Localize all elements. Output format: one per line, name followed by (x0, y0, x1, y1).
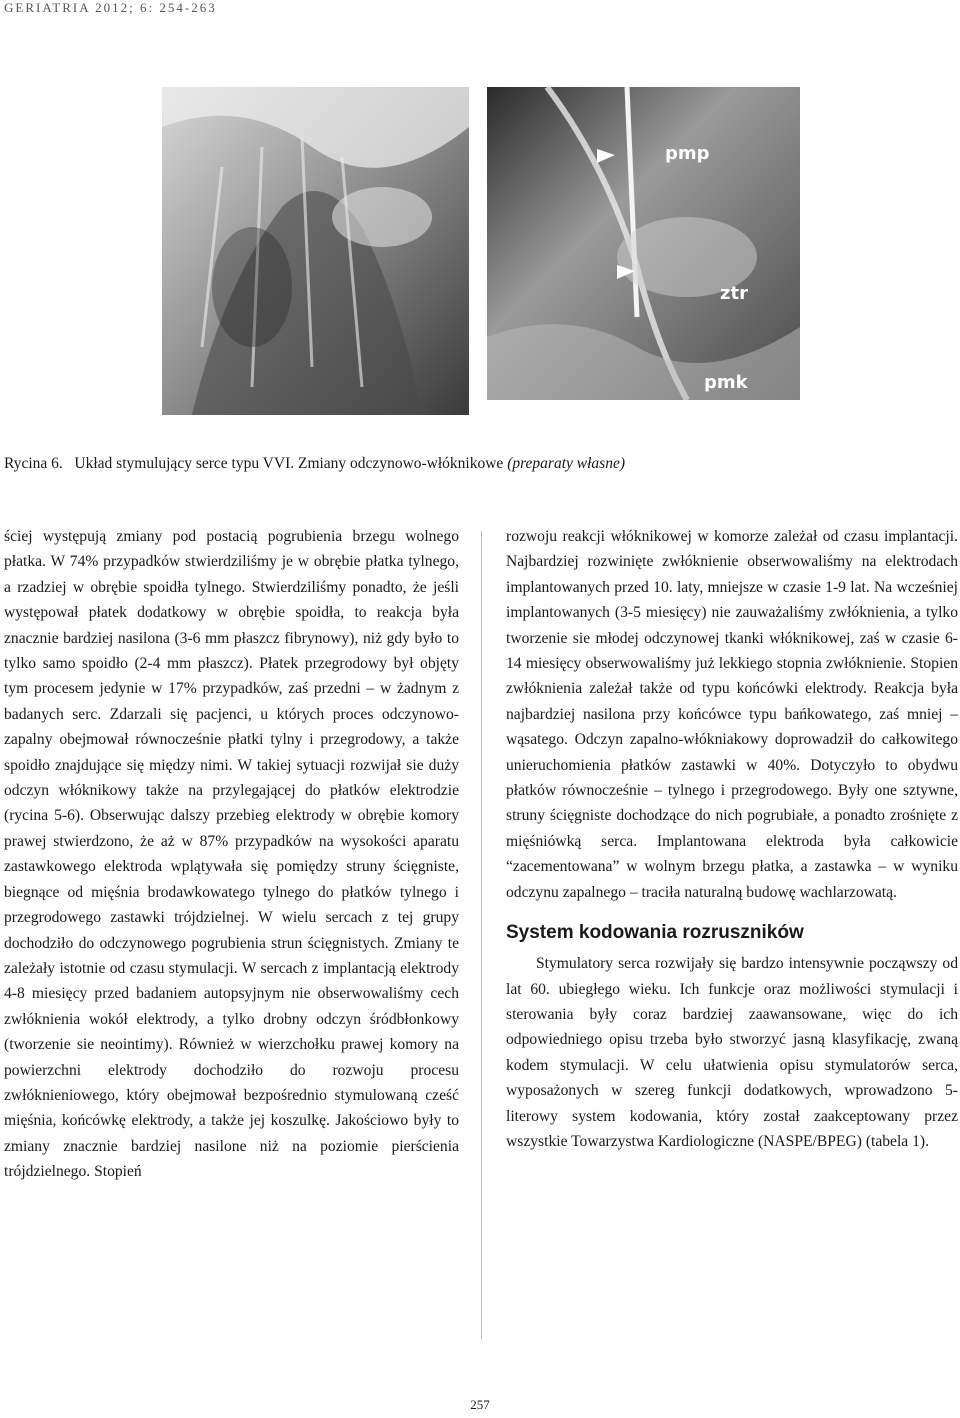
section-title: System kodowania rozruszników (506, 922, 804, 944)
right-column (506, 524, 958, 1154)
figure-caption (4, 455, 625, 473)
right-paragraph-2: Stymulatory serca rozwijały się bardzo intensywnie począwszy od lat 60. ubiegłego wieku. Ich funkcje oraz możliwości stymulacji i sterowania były coraz bardziej zaawansowane, więc do ich odpowiedniego opisu trzeba było stworzyć jasną klasyfikację, zwaną kodem stymulacji. W celu ułatwienia opisu stymulatorów serca, wyposażonych w szereg funkcji dodatkowych, wprowadzono 5-literowy system kodowania, który został zaakceptowany przez wszystkie Towarzystwa Kardiologiczne (NASPE/BPEG) (tabela 1). (506, 955, 958, 1150)
page-number: 257 (470, 1397, 490, 1412)
journal-header: GERIATRIA 2012; 6: 254-263 (4, 0, 217, 15)
label-pmk: pmk (704, 372, 748, 393)
column-divider (481, 531, 482, 1339)
figure-photo-right (487, 87, 800, 400)
right-paragraph-1: rozwoju reakcji włóknikowej w komorze zależał od czasu implantacji. Najbardziej rozwinięte zwłóknienie obserwowaliśmy na elektrodach implantowanych przed 10. laty, mniejsze w czasie 1-9 lat. Na wcześniej implantowanych (3-5 miesięcy) nie zauważaliśmy zwłóknienia, a tylko tworzenie sie młodej odczynowej tkanki włóknikowej, zaś w czasie 6-14 miesięcy obserwowaliśmy już lekkiego stopnia zwłóknienie. Stopien zwłóknienia zależał także od typu końcówki elektrody. Reakcja była najbardziej nasilona przy końcówce typu bańkowatego, zaś mniej – wąsatego. Odczyn zapalno-włókniakowy doprowadził do całkowitego unieruchomienia płatków zastawki w 40%. Dotyczyło to obydwu płatków równocześnie – tylnego i przegrodowego. Były one sztywne, struny ścięgniste dochodzące do nich pogrubiałe, a ponadto zrośnięte z mięśniówką serca. Implantowana elektroda była całkowicie “zacementowana” w wolnym brzegu płatka, a zastawka – w wyniku odczynu zapalnego – traciła naturalną budowę wachlarzowatą. (506, 528, 958, 901)
left-column (4, 524, 459, 1185)
heart-specimen-image-left (162, 87, 469, 415)
caption-prefix: Rycina 6. (4, 455, 63, 472)
caption-italic: (preparaty własne) (507, 455, 625, 472)
heart-specimen-image-right (487, 87, 800, 400)
left-paragraph: ściej występują zmiany pod postacią pogrubienia brzegu wolnego płatka. W 74% przypadków stwierdziliśmy je w obrębie płatka tylnego, a rzadziej w obrębie spoidła tylnego. Stwierdziliśmy ponadto, że jeśli występował płatek dodatkowy w obrębie spoidła, to reakcja była znacznie bardziej nasilona (3-6 mm płaszcz fibrynowy), niż gdy było to tylko samo spoidło (2-4 mm płaszcz). Płatek przegrodowy był objęty tym procesem jedynie w 17% przypadków, zaś przedni – w żadnym z badanych serc. Zdarzali się pacjenci, u których proces odczynowo-zapalny obejmował równocześnie płatki tylny i przegrodowy, a także spoidło znajdujące się między nimi. W takiej sytuacji rozwijał sie duży odczyn włóknikowy także na przylegającej do płatków elektrodzie (rycina 5-6). Obserwując dalszy przebieg elektrody w obrębie komory prawej stwierdzono, że aż w 87% przypadków na wysokości aparatu zastawkowego elektroda wplątywała się pomiędzy struny ścięgniste, biegnące od mięśnia brodawkowatego tylnego do płatków tylnego i przegrodowego zastawki trójdzielnej. W wielu sercach z tej grupy dochodziło do odczynowego pogrubienia strun ścięgnistych. Zmiany te zależały istotnie od czasu stymulacji. W sercach z implantacją elektrody 4-8 miesięcy przed badaniem autopsyjnym nie obserwowaliśmy cech zwłóknienia wokół elektrody, a tylko drobny odczyn śródbłonkowy (tworzenie sie neointimy). Również w wierzchołku prawej komory na powierzchni elektrody dochodziło do rozwoju procesu zwłóknieniowego, który obejmował bezpośrednio stymulowaną cześć mięśnia, końcówkę elektrody, a także jej koszulkę. Jakościowo były to zmiany znacznie bardziej nasilone niż na poziomie pierścienia trójdzielnego. Stopień (4, 528, 459, 1181)
label-pmp: pmp (665, 143, 710, 164)
caption-text: Układ stymulujący serce typu VVI. Zmiany odczynowo-włóknikowe (74, 455, 504, 472)
figure-photo-left (162, 87, 469, 415)
label-ztr: ztr (720, 283, 748, 304)
